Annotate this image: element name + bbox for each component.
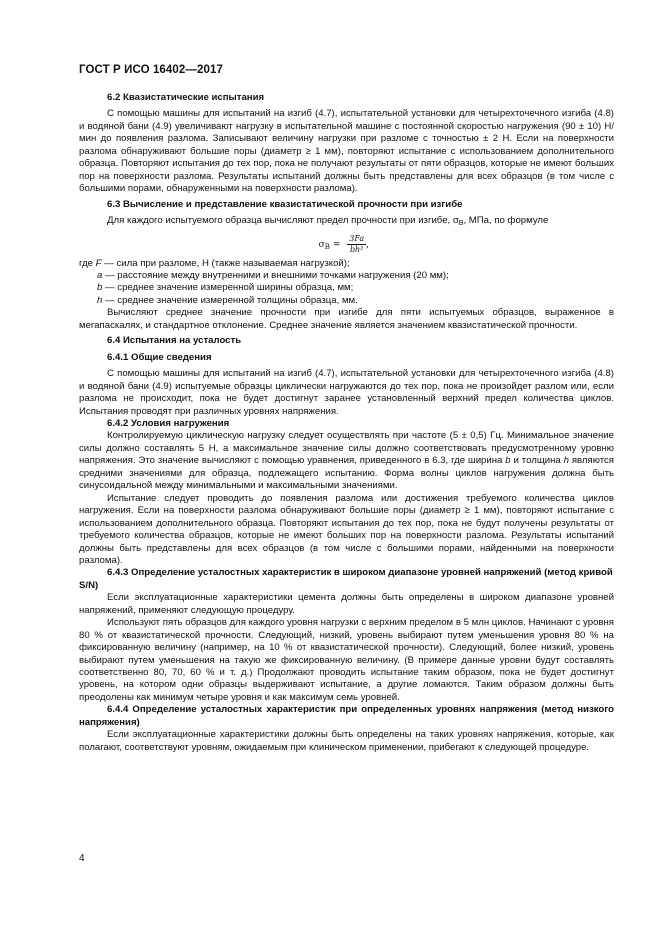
symbol-h: h: [563, 455, 569, 467]
section-6-4-3-paragraph-2: Используют пять образцов для каждого уровня нагрузки с верхним пределом в 5 млн циклов. Начинают с уровня 80 % от квазистатической прочности. Следующий, низкий, уровень выбирают путем уменьшения уровня 80 % на фиксированную величину (например, на 10 % от квазистатической прочности). Следующий, более низкий, уровень выбирают путем уменьшения на такую же фиксированную величину. (В примере данные уровни будут составлять соответственно 80, 70, 60 % и т. д.) Продолжают проводить испытание таким образом, пока не будет достигнут уровень, на котором одни образцы выдерживают испытание, а другие ломаются. Таким образом должны быть преодолены как минимум четыре уровня и как максимум семь уровней.: [79, 617, 614, 703]
formula-tail: ,: [366, 239, 369, 250]
section-6-4-title: 6.4 Испытания на усталость: [107, 335, 242, 347]
section-6-2-paragraph: С помощью машины для испытаний на изгиб (4.7), испытательной установки для четырехточечного изгиба (4.8) и водяной бани (4.9) увеличивают нагрузку в испытательной машине с постоянной скоростью нагружения (90 ± 10) Н/мин до появления разлома. Записывают величину нагрузки при разломе с точностью ± 2 Н. Если на поверхности разлома обнаруживают большие поры (диаметр ≥ 1 мм), повторяют испытание с использованием дополнительного образца. Повторяют испытания до тех пор, пока не получают результаты от пяти образцов, которые не имеют больших пор на поверхности разлома. Результаты испытаний должны быть представлены для всех образцов (в том числе с большими порами, обнаруженными на поверхности разлома).: [79, 108, 614, 195]
section-6-4-2-paragraph-1: [79, 430, 614, 492]
formula-fraction: [347, 234, 366, 255]
section-6-2-title: 6.2 Квазистатические испытания: [107, 92, 265, 103]
section-6-4-2-p1-a: Контролируемую циклическую нагрузку следует осуществлять при частоте (5 ± 0,5) Гц. Минимальное значение силы должно составлять 5 Н, а максимальное значение силы должно соответствовать предусмотренному уровню напряжения. Это значение вычисляют с помощью уравнения, приведенного в 6.3, где ширина: [79, 430, 614, 467]
page-number: 4: [79, 853, 85, 864]
where-symbol-b: b: [97, 282, 103, 294]
where-line-b: [79, 282, 614, 294]
where-text-h: — среднее значение измеренной толщины образца, мм.: [102, 294, 358, 306]
section-6-3-title: 6.3 Вычисление и представление квазистатической прочности при изгибе: [107, 198, 463, 210]
bending-strength-formula: [79, 234, 614, 256]
formula-lhs-subscript: B: [324, 242, 330, 251]
where-line-h: [79, 295, 614, 307]
where-line-f: [79, 258, 614, 270]
section-6-4-4-title: 6.4.4 Определение усталостных характеристик при определенных уровнях напряжения (метод низкого напряжения): [79, 704, 614, 728]
formula-expression: [319, 234, 369, 255]
section-6-3-paragraph-1: [79, 215, 614, 230]
sigma-subscript: B: [458, 220, 464, 228]
formula-lhs: σ: [318, 239, 325, 250]
section-6-4-4-paragraph: Если эксплуатационные характеристики должны быть определены на таких уровнях напряжения, которые, как полагают, соответствуют уровням, ожидаемым при клиническом применении, прибегают к следующей процедуре.: [79, 729, 614, 753]
symbol-b: b: [505, 455, 511, 467]
document-header: ГОСТ Р ИСО 16402—2017: [79, 64, 224, 76]
formula-denominator: bh²: [349, 244, 364, 254]
where-prefix: где: [79, 257, 96, 269]
document-body: [79, 92, 614, 754]
section-6-3-paragraph-2: Вычисляют среднее значение прочности при изгибе для пяти испытуемых образцов, выраженное в мегапаскалях, и стандартное отклонение. Среднее значение является значением квазистатической прочности.: [79, 307, 614, 331]
section-6-4-2-paragraph-2: Испытание следует проводить до появления разлома или достижения требуемого количества циклов нагружения. Если на поверхности разлома обнаруживают большие поры (диаметр ≥ 1 мм), повторяют испытание с использованием дополнительного образца. Повторяют испытания до тех пор, пока не будут получены результаты от требуемого количества образцов, которые не имеют больших пор на поверхности разлома. Результаты испытаний должны быть представлены для всех образцов (в том числе с большими порами, найденными на поверхности разлома).: [79, 492, 614, 566]
section-6-4-3-paragraph-1: Если эксплуатационные характеристики цемента должны быть определены в широком диапазоне уровней напряжений, применяют следующую процедуру.: [79, 592, 614, 616]
where-text-a: — расстояние между внутренними и внешними точками нагружения (20 мм);: [102, 269, 449, 281]
where-line-a: [79, 270, 614, 282]
where-symbol-a: a: [97, 269, 103, 281]
section-6-3-paragraph-1-text: Для каждого испытуемого образца вычисляют предел прочности при изгибе, σ: [107, 215, 459, 227]
formula-equals: =: [332, 239, 341, 250]
where-symbol-h: h: [97, 294, 103, 306]
section-6-4-3-title: 6.4.3 Определение усталостных характеристик в широком диапазоне уровней напряжений (метод кривой S/N): [79, 567, 613, 591]
where-symbol-f: F: [95, 257, 102, 269]
section-6-4-1-paragraph: С помощью машины для испытаний на изгиб (4.7), испытательной установки для четырехточечного изгиба (4.8) и водяной бани (4.9) испытуемые образцы циклически нагружаются до тех пор, пока не произойдет разлом или, если разлома не происходит, пока не будет достигнут заранее установленный верхний предел количества циклов. Испытания проводят при различных уровнях напряжения.: [79, 368, 614, 417]
section-6-3-paragraph-1-end: , МПа, по формуле: [463, 215, 549, 227]
section-6-4-2-p1-c: и толщина: [510, 455, 564, 467]
where-text-f: — сила при разломе, Н (также называемая нагрузкой);: [101, 257, 350, 269]
section-6-4-1-title: 6.4.1 Общие сведения: [107, 351, 212, 363]
formula-numerator: 3Fa: [349, 233, 365, 243]
where-text-b: — среднее значение измеренной ширины образца, мм;: [102, 282, 354, 294]
section-6-4-2-title: 6.4.2 Условия нагружения: [107, 417, 230, 429]
section-6-4-2-p1-e: являются средними значениями для образца, подлежащего испытанию. Форма волны циклов нагружения должна быть синусоидальной между минимальными и максимальными значениями.: [79, 455, 614, 492]
